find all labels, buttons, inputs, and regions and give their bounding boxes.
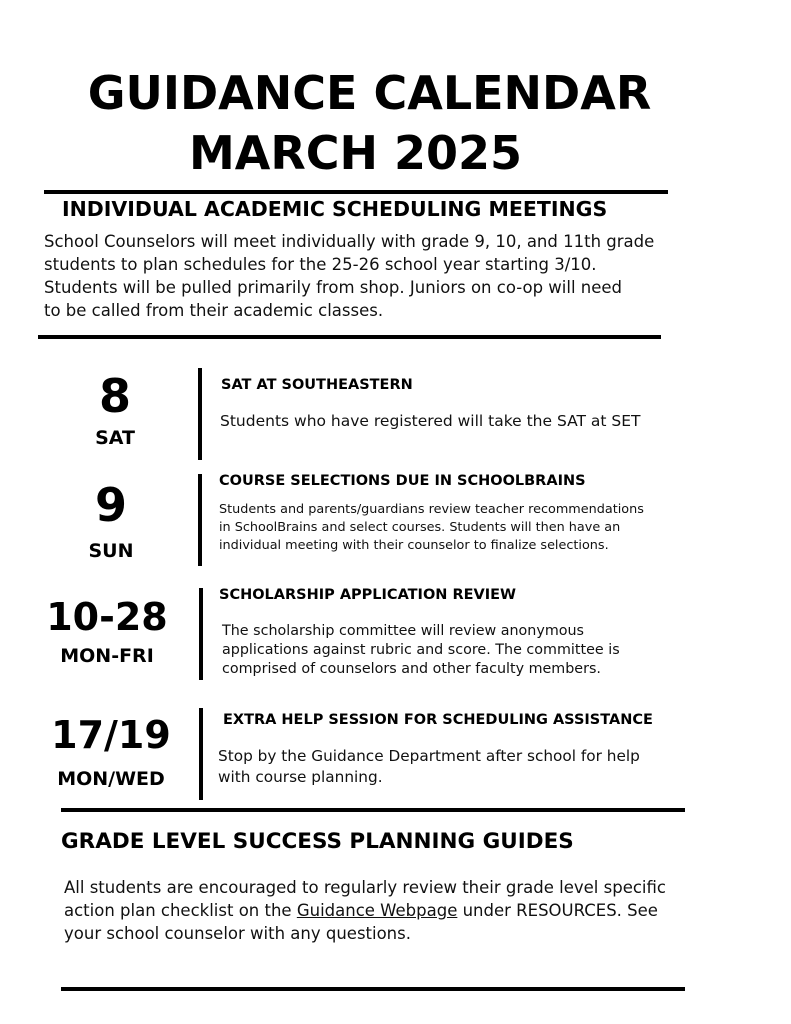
event-date-block [46,713,176,790]
planning-description [64,876,704,945]
event-day: SAT [95,427,135,449]
scheduling-line: Students will be pulled primarily from shop. Juniors on co-op will need [44,278,623,297]
event-description [220,410,641,432]
planning-line: All students are encouraged to regularly review their grade level specific [64,878,666,897]
event-title: SAT AT SOUTHEASTERN [221,377,413,393]
event-title: COURSE SELECTIONS DUE IN SCHOOLBRAINS [219,473,586,489]
event-date-block [56,478,166,562]
scheduling-line: School Counselors will meet individually with grade 9, 10, and 11th grade [44,232,655,251]
event-divider-bar [199,708,203,800]
scheduling-line: students to plan schedules for the 25-26 school year starting 3/10. [44,255,597,274]
planning-text: action plan checklist on the [64,901,297,920]
event-line: Students and parents/guardians review teacher recommendations [219,502,644,517]
scheduling-line: to be called from their academic classes. [44,301,384,320]
event-date: 9 [94,478,127,532]
divider-events [61,808,685,812]
event-date-block [60,369,170,449]
event-divider-bar [198,474,202,566]
divider-bottom [61,987,685,991]
planning-text: under RESOURCES. See [457,901,658,920]
planning-line [64,899,704,922]
event-line: comprised of counselors and other faculty members. [222,661,601,677]
event-day: MON-FRI [60,645,154,667]
event-title: EXTRA HELP SESSION FOR SCHEDULING ASSISTANCE [223,712,653,728]
page-title-line-1: GUIDANCE CALENDAR [87,66,652,120]
planning-line: your school counselor with any questions. [64,924,411,943]
event-description [222,622,620,679]
planning-heading: GRADE LEVEL SUCCESS PLANNING GUIDES [61,829,574,854]
event-date: 10-28 [46,595,168,639]
event-line: The scholarship committee will review anonymous [222,623,585,639]
event-title: SCHOLARSHIP APPLICATION REVIEW [219,587,517,603]
event-line: with course planning. [218,768,383,786]
divider-scheduling [38,335,661,339]
event-day: SUN [88,540,134,562]
scheduling-heading: INDIVIDUAL ACADEMIC SCHEDULING MEETINGS [62,197,608,221]
scheduling-description [44,230,684,322]
page-title-line-2: MARCH 2025 [188,126,523,180]
event-divider-bar [198,368,202,460]
event-line: in SchoolBrains and select courses. Students will then have an [219,520,621,535]
event-line: Stop by the Guidance Department after school for help [218,747,640,765]
event-description [218,746,640,788]
event-line: applications against rubric and score. The committee is [222,642,620,658]
event-day: MON/WED [57,768,165,790]
event-date-block [44,595,170,667]
event-date: 17/19 [51,713,171,757]
event-description [219,501,644,555]
event-line: Students who have registered will take the SAT at SET [220,412,641,430]
event-date: 8 [98,369,131,423]
divider-top [44,190,668,194]
guidance-webpage-link[interactable]: Guidance Webpage [296,901,458,920]
event-divider-bar [199,588,203,680]
event-line: individual meeting with their counselor to finalize selections. [219,538,609,553]
